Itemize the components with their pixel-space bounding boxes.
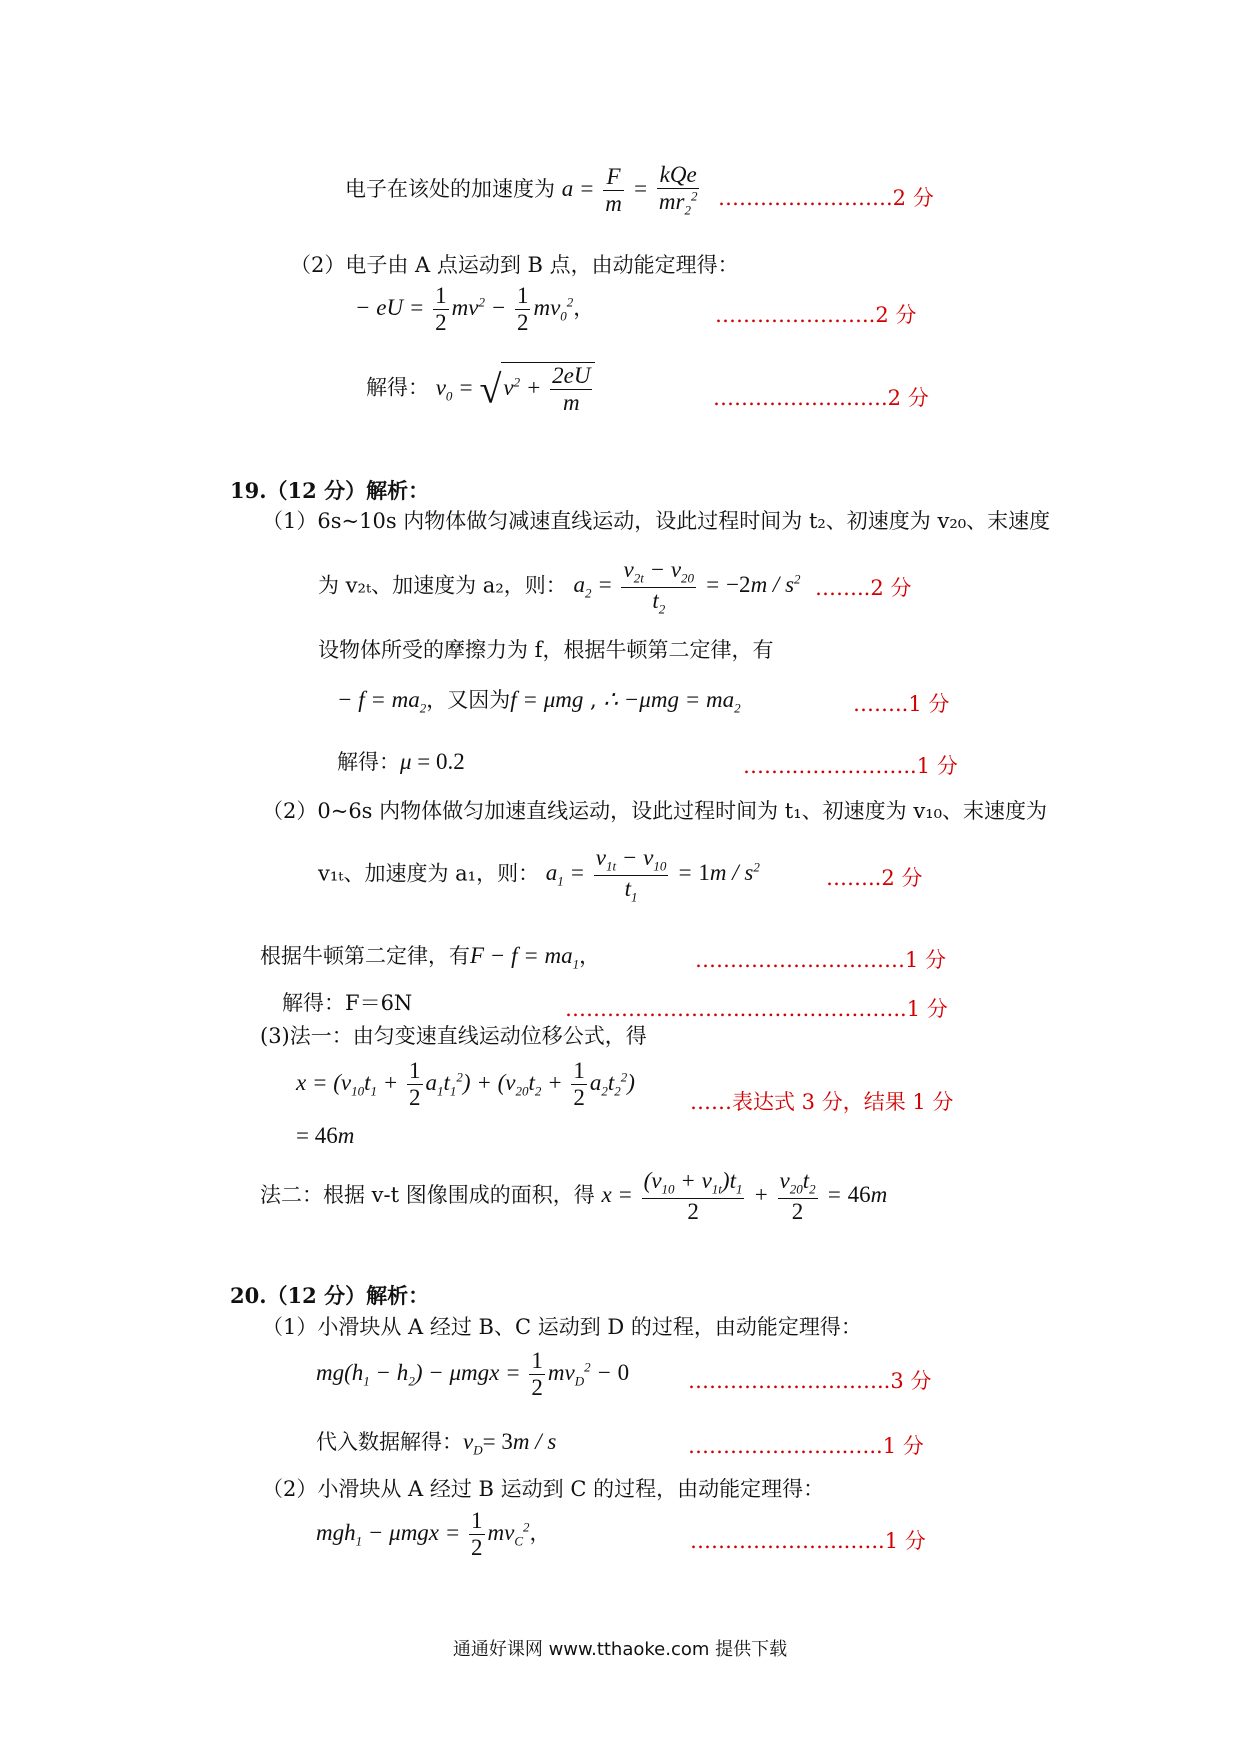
q19-part2-line2: v₁ₜ、加速度为 a₁，则： $a_1$ = $\frac{v_{1t} - v_{10}}{t_1}$ = $1m / s^2$	[318, 845, 760, 905]
q19-displacement-equation: $x = (v_{10}t_1$ + $\frac{1}{2}$ $a_1t_1^2) + (v_{20}t_2$ + $\frac{1}{2}$ $a_2t_2^2$)	[296, 1058, 635, 1111]
q19-mu-line: 解得：μ = 0.2	[337, 749, 465, 774]
q18-acceleration-score: …………………….2 分	[718, 186, 934, 210]
q18-part2-title: （2）电子由 A 点运动到 B 点，由动能定理得：	[290, 253, 739, 277]
page-footer: 通通好课网 www.tthaoke.com 提供下载	[452, 1639, 788, 1660]
q18-solve-score: …………………….2 分	[713, 386, 929, 410]
q20-part1-score: ………………………..3 分	[688, 1369, 932, 1393]
q19-part2-score: ……..2 分	[826, 866, 923, 890]
q20-part2-score: …………………..…..1 分	[690, 1529, 926, 1553]
q19-heading: 19.（12 分）解析：	[230, 478, 430, 503]
q19-method2-line: 法二：根据 v-t 图像围成的面积，得 x = $\frac{(v_{10} + v_{1t})t_1}{2}$ + $\frac{v_{20}t_2}{2}$ = 46m	[260, 1168, 888, 1224]
q19-part1-line1: （1）6s~10s 内物体做匀减速直线运动，设此过程时间为 t₂、初速度为 v₂₀、末速度	[262, 509, 1051, 533]
q20-part2-equation: mgh$_1$ − μmgx = $\frac{1}{2}$ $mv_C^2$，	[316, 1508, 551, 1561]
q19-force-result: 解得：F＝6N	[282, 991, 413, 1015]
q19-part3-score: ……表达式 3 分，结果 1 分	[690, 1090, 954, 1114]
q19-friction-equation: − $f = ma_2$，又因为f = μmg , ∴ $-\mu mg = ma_2$	[337, 687, 741, 716]
q19-displacement-result: = 46m	[296, 1123, 355, 1148]
q18-acceleration-line: 电子在该处的加速度为 a = $\frac{F}{m}$ = kQe $mr_2^2$	[345, 162, 702, 219]
q18-solve-line: 解得： $v_0 = √v^2$ + $\frac{2eU}{m}$	[366, 362, 595, 417]
q20-vd-score: …………………..…..1 分	[688, 1434, 924, 1458]
q19-force-score: ……………………..…………………..1 分	[565, 997, 948, 1021]
q19-part3-title: (3)法一：由匀变速直线运动位移公式，得	[260, 1024, 647, 1048]
q20-part2-title: （2）小滑块从 A 经过 B 运动到 C 的过程，由动能定理得：	[262, 1477, 825, 1501]
q18-energy-equation: − eU = $\frac{1}{2}$ $mv^2$ − $\frac{1}{2}$ $mv_0^2$，	[355, 283, 595, 336]
q18-acceleration-formula: a = $\frac{F}{m}$ = kQe $mr_2^2$	[561, 162, 698, 219]
q20-vd-line: 代入数据解得：$v_D= 3m / s$	[316, 1429, 557, 1458]
q19-newton-line: 根据牛顿第二定律，有$F - f = ma_1$，	[260, 943, 601, 972]
q19-part1-score: ……..2 分	[815, 576, 912, 600]
q20-energy-equation: $mg(h_1 - h_2) - \mu mgx$ = $\frac{1}{2}$ $mv_D^2 - 0$	[316, 1348, 630, 1401]
q19-friction-intro: 设物体所受的摩擦力为 f，根据牛顿第二定律，有	[318, 638, 774, 662]
q18-energy-score: …………………..2 分	[715, 303, 917, 327]
q19-part2-line1: （2）0~6s 内物体做匀加速直线运动，设此过程时间为 t₁、初速度为 v₁₀、末速度为	[262, 799, 1048, 823]
q19-newton-score: …………………………1 分	[695, 948, 947, 972]
q20-heading: 20.（12 分）解析：	[230, 1283, 430, 1308]
q20-part1-title: （1）小滑块从 A 经过 B、C 运动到 D 的过程，由动能定理得：	[262, 1315, 862, 1339]
q19-mu-score: ……..……………..1 分	[743, 754, 958, 778]
q19-friction-score: ……..1 分	[853, 692, 950, 716]
q19-part1-line2: 为 v₂ₜ、加速度为 a₂，则： $a_2$ = $\frac{v_{2t} - v_{20}}{t_2}$ = $-2m / s^2$	[318, 557, 801, 617]
